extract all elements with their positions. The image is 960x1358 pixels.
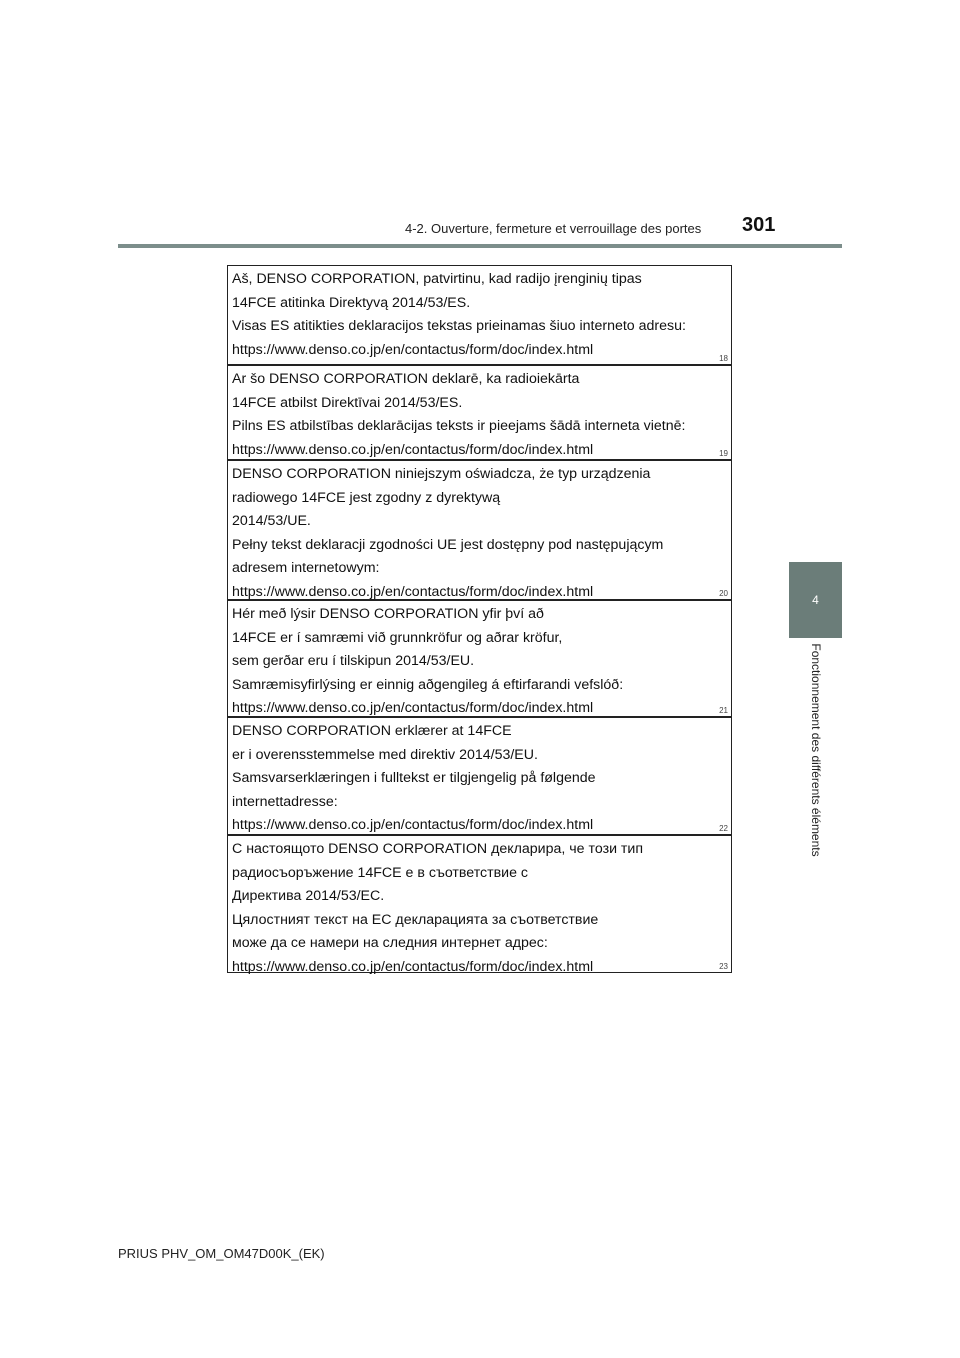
declaration-number: 20 — [719, 589, 728, 598]
declaration-url: https://www.denso.co.jp/en/contactus/form/doc/index.html — [232, 583, 594, 600]
declaration-line: 2014/53/UE. — [232, 513, 311, 529]
declaration-line: Ar šo DENSO CORPORATION deklarē, ka radioiekārta — [232, 371, 580, 387]
declaration-number: 19 — [719, 449, 728, 458]
declaration-icelandic — [228, 601, 731, 718]
declaration-norwegian — [228, 718, 731, 836]
header-divider — [118, 244, 842, 248]
chapter-title: Fonctionnement des différents éléments — [809, 643, 823, 857]
declarations-frame — [227, 265, 732, 973]
declaration-line: internettadresse: — [232, 793, 338, 810]
declaration-url: https://www.denso.co.jp/en/contactus/form/doc/index.html — [232, 700, 594, 716]
declaration-line: 14FCE atitinka Direktyvą 2014/53/ES. — [232, 294, 471, 311]
declaration-url: https://www.denso.co.jp/en/contactus/form/doc/index.html — [232, 341, 594, 358]
declaration-line: Hér með lýsir DENSO CORPORATION yfir því að — [232, 606, 544, 622]
declaration-url: https://www.denso.co.jp/en/contactus/form/doc/index.html — [232, 817, 594, 833]
declaration-url: https://www.denso.co.jp/en/contactus/form/doc/index.html — [232, 441, 594, 458]
document-code: PRIUS PHV_OM_OM47D00K_(EK) — [118, 1246, 325, 1261]
chapter-number: 4 — [812, 593, 819, 607]
declaration-number: 21 — [719, 706, 728, 715]
declaration-line: радиосъоръжение 14FCE е в съответствие с — [232, 864, 529, 881]
declaration-line: 14FCE atbilst Direktīvai 2014/53/ES. — [232, 394, 463, 411]
declaration-number: 23 — [719, 962, 728, 971]
declaration-lithuanian — [228, 266, 731, 366]
declaration-polish — [228, 461, 731, 601]
declaration-line: С настоящото DENSO CORPORATION декларира, че този тип — [232, 841, 644, 857]
declaration-line: sem gerðar eru í tilskipun 2014/53/EU. — [232, 653, 475, 669]
page-number: 301 — [742, 214, 776, 236]
declaration-line: Samsvarserklæringen i fulltekst er tilgjengelig på følgende — [232, 770, 596, 786]
declaration-line: Цялостният текст на ЕС декларацията за съответствие — [232, 911, 599, 928]
declaration-line: Pilns ES atbilstības deklarācijas teksts ir pieejams šādā interneta vietnē: — [232, 418, 686, 434]
declaration-line: adresem internetowym: — [232, 560, 380, 576]
declaration-number: 22 — [719, 824, 728, 833]
declaration-line: Samræmisyfirlýsing er einnig aðgengileg á eftirfarandi vefslóð: — [232, 676, 624, 693]
declaration-line: Pełny tekst deklaracji zgodności UE jest dostępny pod następującym — [232, 536, 664, 553]
chapter-tab — [789, 562, 842, 638]
declaration-line: er i overensstemmelse med direktiv 2014/53/EU. — [232, 746, 538, 763]
declaration-url: https://www.denso.co.jp/en/contactus/form/doc/index.html — [232, 958, 594, 975]
declaration-latvian — [228, 366, 731, 461]
declaration-line: DENSO CORPORATION erklærer at 14FCE — [232, 723, 512, 739]
declaration-line: radiowego 14FCE jest zgodny z dyrektywą — [232, 489, 501, 506]
declaration-line: Visas ES atitikties deklaracijos tekstas prieinamas šiuo interneto adresu: — [232, 318, 686, 334]
declaration-number: 18 — [719, 354, 728, 363]
declaration-line: Директива 2014/53/ЕС. — [232, 888, 385, 904]
section-title: 4-2. Ouverture, fermeture et verrouillage des portes — [405, 221, 702, 236]
declaration-line: може да се намери на следния интернет адрес: — [232, 935, 548, 951]
declaration-line: DENSO CORPORATION niniejszym oświadcza, że typ urządzenia — [232, 466, 651, 482]
declaration-line: 14FCE er í samræmi við grunnkröfur og aðrar kröfur, — [232, 629, 563, 646]
declaration-bulgarian — [228, 836, 731, 975]
declaration-line: Aš, DENSO CORPORATION, patvirtinu, kad radijo įrenginių tipas — [232, 271, 642, 287]
